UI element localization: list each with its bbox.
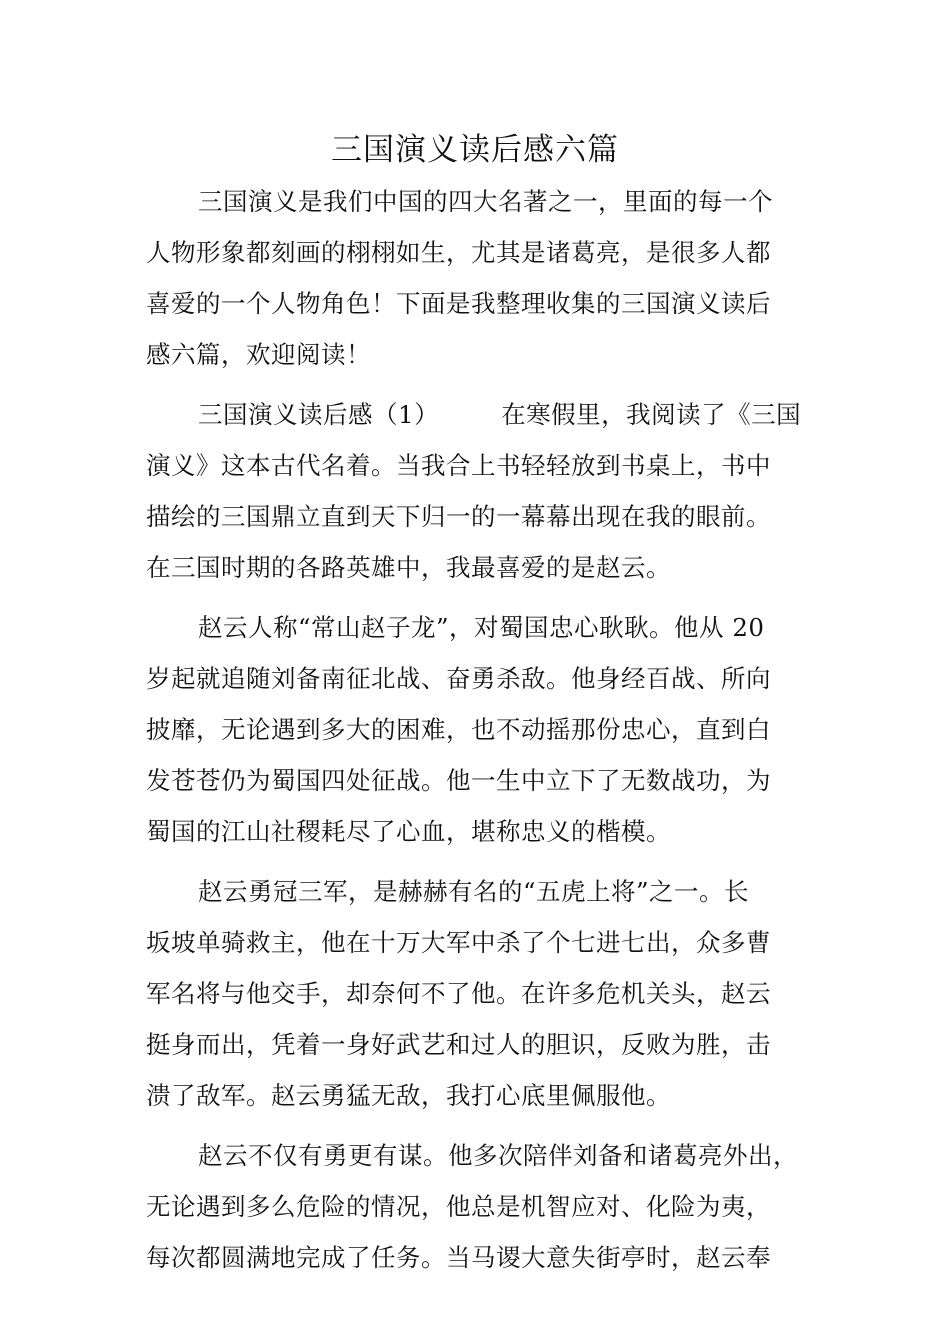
paragraph-4-line-3: 军名将与他交手，却奈何不了他。在许多危机关头，赵云 [146, 979, 771, 1008]
paragraph-5-line-1: 赵云不仅有勇更有谋。他多次陪伴刘备和诸葛亮外出， [198, 1141, 798, 1170]
paragraph-2-line-1 [146, 389, 806, 440]
paragraph-1-line-4: 感六篇，欢迎阅读！ [146, 340, 371, 369]
paragraph-4-line-5: 溃了敌军。赵云勇猛无敌，我打心底里佩服他。 [146, 1081, 671, 1110]
paragraph-1-line-1: 三国演义是我们中国的四大名著之一，里面的每一个 [198, 187, 773, 216]
document-title: 三国演义读后感六篇 [331, 132, 619, 168]
document-body [146, 176, 806, 1283]
paragraph-3-line-2: 岁起就追随刘备南征北战、奋勇杀敌。他身经百战、所向 [146, 664, 771, 693]
paragraph-4-line-2: 坂坡单骑救主，他在十万大军中杀了个七进七出，众多曹 [146, 928, 771, 957]
paragraph-1-line-2: 人物形象都刻画的栩栩如生，尤其是诸葛亮，是很多人都 [146, 238, 771, 267]
paragraph-3-line-3: 披靡，无论遇到多大的困难，也不动摇那份忠心，直到白 [146, 715, 771, 744]
paragraph-2-line-4: 在三国时期的各路英雄中，我最喜爱的是赵云。 [146, 553, 671, 582]
paragraph-4-line-4: 挺身而出，凭着一身好武艺和过人的胆识，反败为胜，击 [146, 1030, 771, 1059]
paragraph-4-line-1: 赵云勇冠三军，是赫赫有名的“五虎上将”之一。长 [198, 877, 750, 906]
paragraph-5-line-2: 无论遇到多么危险的情况，他总是机智应对、化险为夷， [146, 1192, 771, 1221]
paragraph-2-line-2: 演义》这本古代名着。当我合上书轻轻放到书桌上，书中 [146, 451, 771, 480]
paragraph-3-line-1: 赵云人称“常山赵子龙”，对蜀国忠心耿耿。他从 20 [198, 613, 765, 642]
paragraph-2-line-3: 描绘的三国鼎立直到天下归一的一幕幕出现在我的眼前。 [146, 502, 771, 531]
paragraph-3-line-4: 发苍苍仍为蜀国四处征战。他一生中立下了无数战功，为 [146, 766, 771, 795]
paragraph-1-line-3: 喜爱的一个人物角色！下面是我整理收集的三国演义读后 [146, 289, 771, 318]
paragraph-5-line-3: 每次都圆满地完成了任务。当马谡大意失街亭时，赵云奉 [146, 1243, 771, 1272]
paragraph-3-line-5: 蜀国的江山社稷耗尽了心血，堪称忠义的楷模。 [146, 817, 671, 846]
section-heading: 三国演义读后感（1） [198, 400, 440, 429]
paragraph-2-line-1-text: 在寒假里，我阅读了《三国 [501, 400, 802, 429]
